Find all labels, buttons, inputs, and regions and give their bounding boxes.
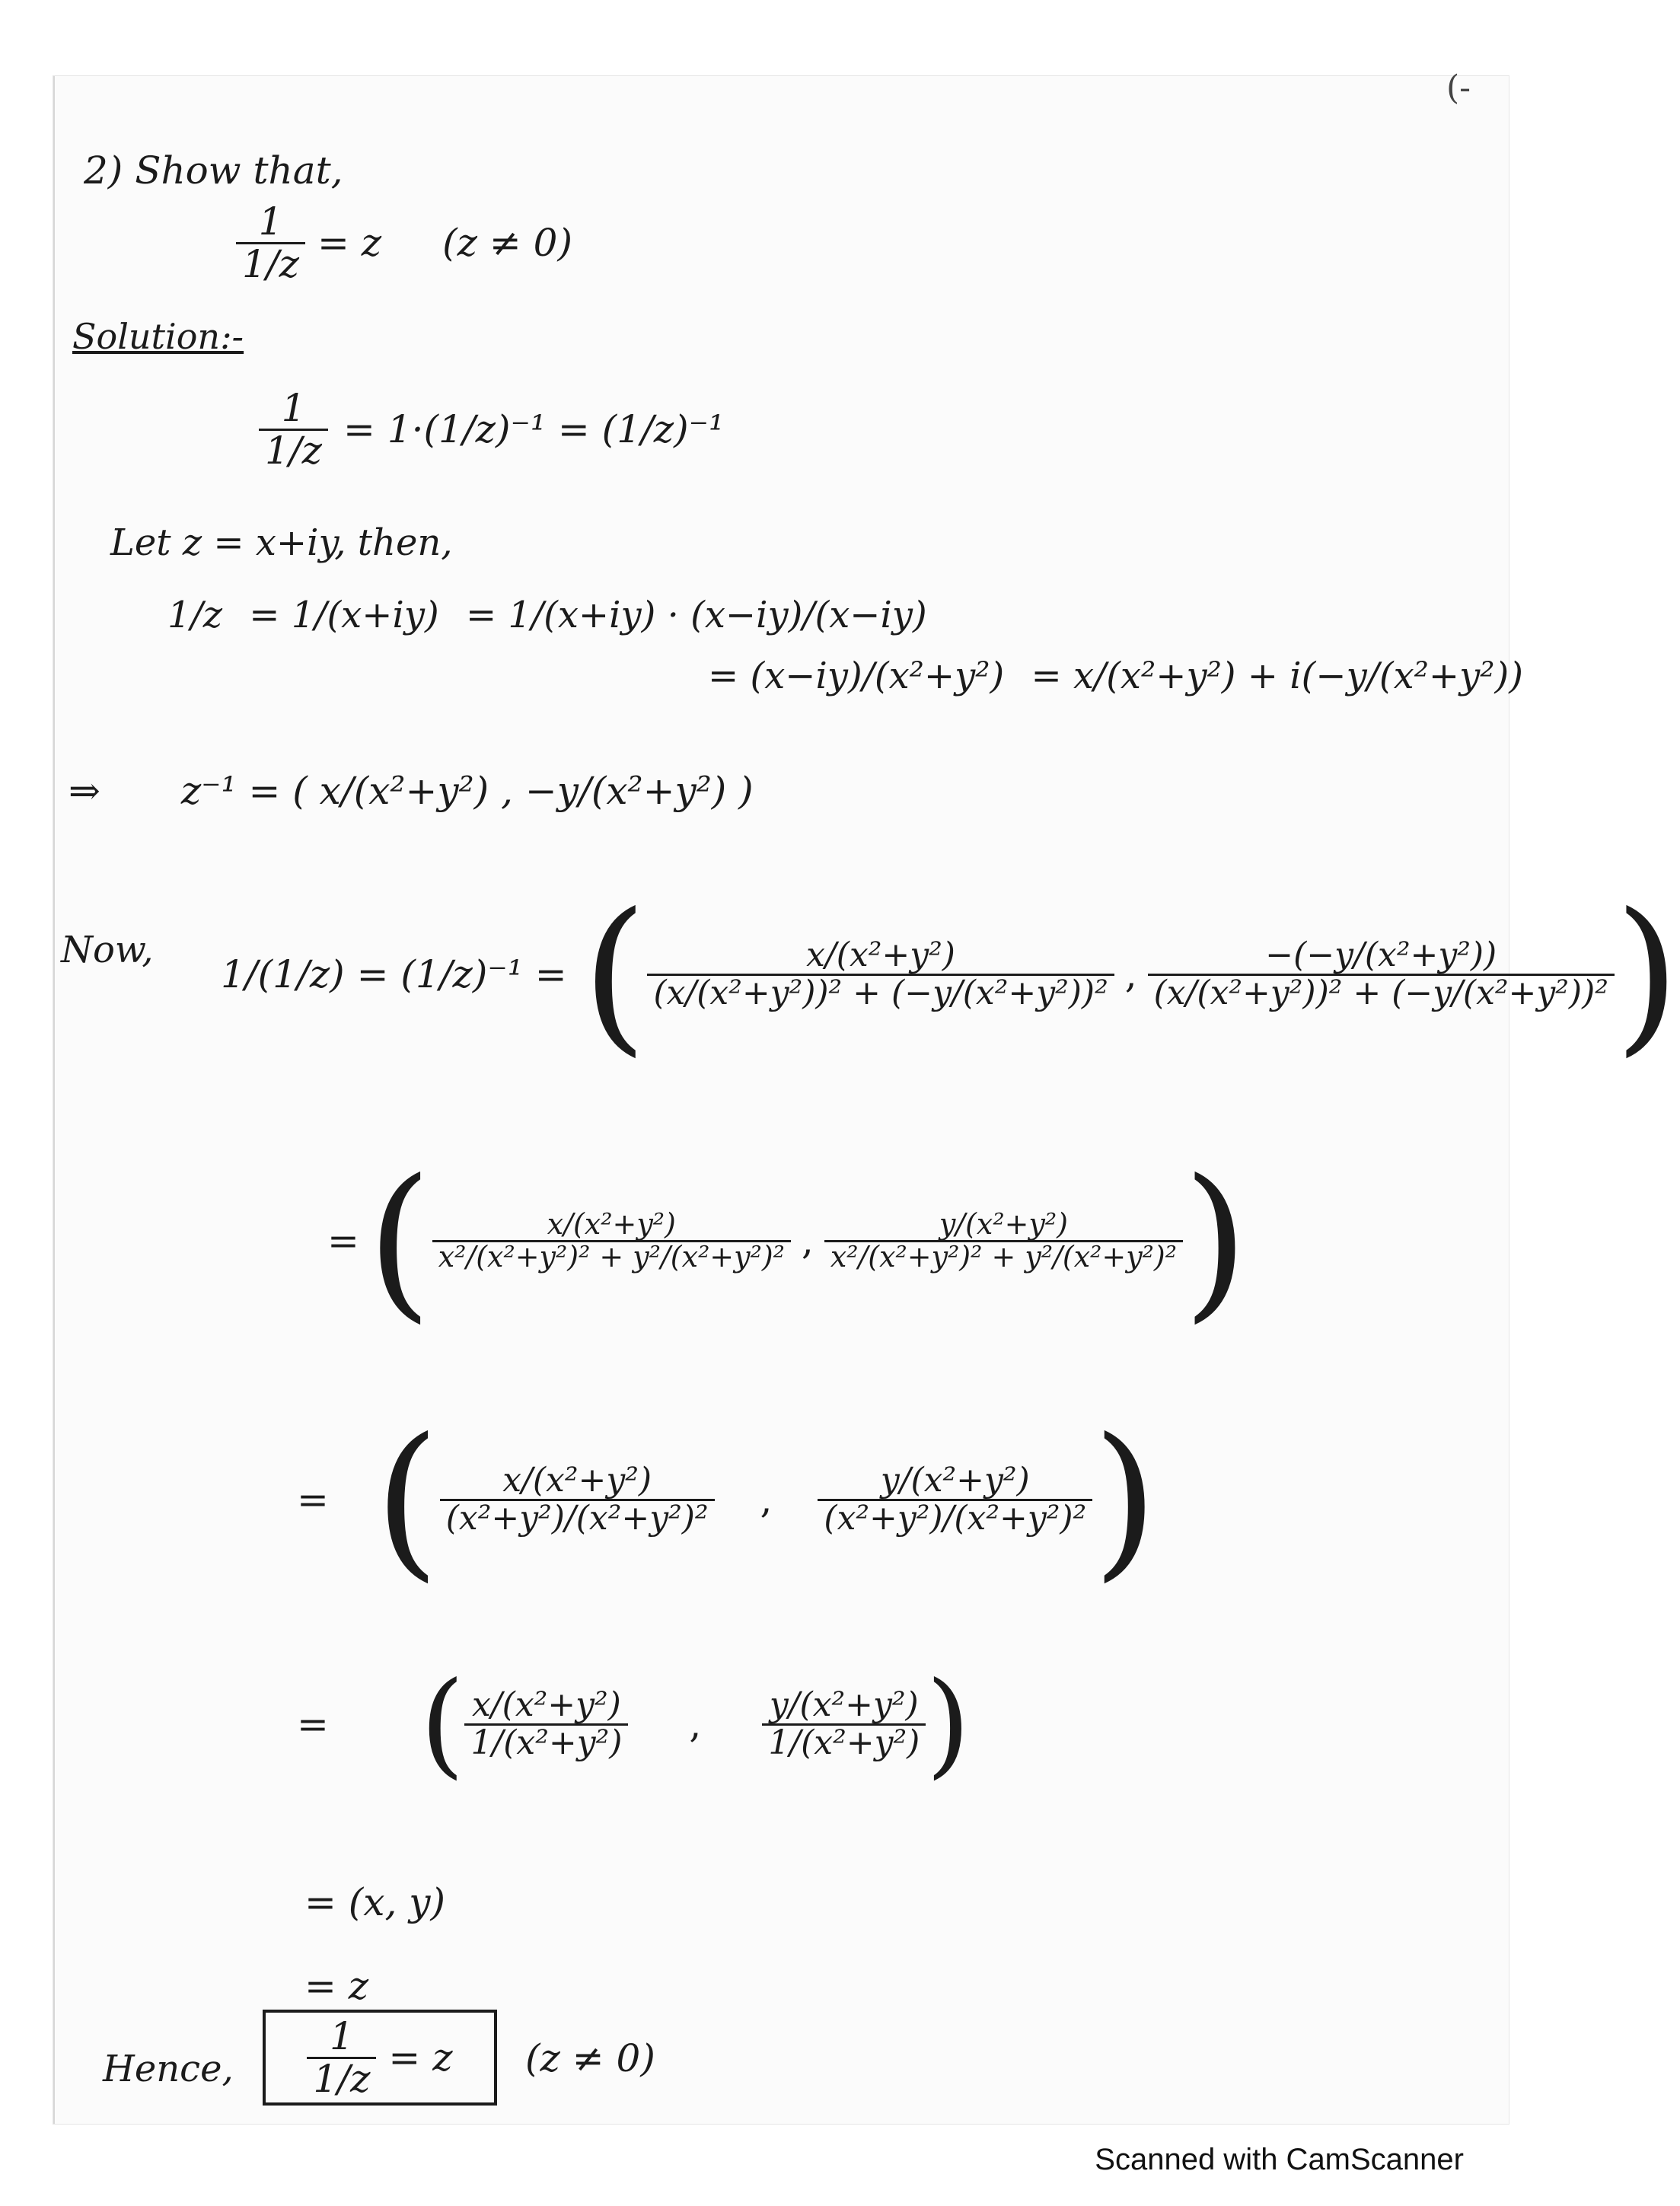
step2-continued bbox=[708, 655, 1523, 697]
now-label: Now, bbox=[61, 929, 154, 971]
step5 bbox=[327, 1143, 1248, 1338]
result-fraction bbox=[307, 2016, 376, 2099]
step5-first-component bbox=[432, 1207, 791, 1274]
statement-rhs: = z bbox=[317, 221, 382, 265]
step1-lhs bbox=[259, 386, 328, 473]
paper-sheet bbox=[53, 76, 1509, 2124]
result-rhs: = z bbox=[388, 2035, 453, 2080]
result-num: 1 bbox=[330, 2014, 354, 2058]
statement-num: 1 bbox=[258, 199, 283, 244]
step3 bbox=[69, 769, 754, 813]
step5-close-paren: ) bbox=[1182, 1143, 1248, 1338]
margin-line bbox=[53, 76, 55, 2124]
step4-first-component bbox=[647, 938, 1114, 1010]
step6-first-num: x/(x²+y²) bbox=[502, 1461, 652, 1500]
step6-first-den: (x²+y²)/(x²+y²)² bbox=[440, 1499, 715, 1536]
step5-first-den: x²/(x²+y²)² + y²/(x²+y²)² bbox=[432, 1240, 791, 1273]
step7-first-den: 1/(x²+y²) bbox=[464, 1723, 628, 1761]
step6 bbox=[297, 1402, 1159, 1597]
step7-comma: , bbox=[689, 1702, 702, 1746]
step5-comma: , bbox=[801, 1219, 814, 1263]
solution-label: Solution:- bbox=[72, 316, 244, 357]
step6-second-component bbox=[818, 1461, 1092, 1538]
step3-text: z⁻¹ = ( x/(x²+y²) , −y/(x²+y²) ) bbox=[180, 769, 754, 813]
step4-second-component bbox=[1148, 938, 1615, 1010]
step1-lhs-num: 1 bbox=[281, 386, 306, 430]
boxed-result bbox=[263, 2010, 497, 2106]
step4-first-num: x/(x²+y²) bbox=[806, 936, 955, 975]
page-corner-mark: (‑ bbox=[1446, 69, 1471, 107]
statement-condition: (z ≠ 0) bbox=[442, 221, 572, 265]
result-den: 1/z bbox=[307, 2057, 376, 2099]
step5-eq: = bbox=[327, 1219, 359, 1263]
problem-heading: 2) Show that, bbox=[84, 148, 343, 193]
step1-lhs-den: 1/z bbox=[259, 429, 328, 471]
step7-open-paren: ( bbox=[419, 1658, 465, 1790]
step4 bbox=[221, 877, 1680, 1072]
step6-open-paren: ( bbox=[374, 1402, 440, 1597]
step2-lhs: 1/z bbox=[167, 594, 222, 636]
step2-a: = 1/(x+iy) bbox=[249, 594, 439, 636]
step6-eq: = bbox=[297, 1478, 329, 1522]
step6-first-component bbox=[440, 1461, 715, 1538]
step7-first-component bbox=[464, 1685, 628, 1762]
step5-second-num: y/(x²+y²) bbox=[939, 1207, 1068, 1241]
step9: = z bbox=[304, 1964, 369, 2008]
step4-lhs: 1/(1/z) = (1/z)⁻¹ = bbox=[221, 952, 567, 996]
step7-first-num: x/(x²+y²) bbox=[472, 1685, 621, 1725]
step7-eq: = bbox=[297, 1702, 329, 1746]
scanner-watermark: Scanned with CamScanner bbox=[1095, 2143, 1464, 2176]
step4-first-den: (x/(x²+y²))² + (−y/(x²+y²))² bbox=[647, 974, 1114, 1011]
problem-statement bbox=[236, 199, 572, 286]
step2 bbox=[167, 594, 927, 636]
step6-close-paren: ) bbox=[1092, 1402, 1159, 1597]
step7-second-den: 1/(x²+y²) bbox=[762, 1723, 926, 1761]
implies-arrow: ⇒ bbox=[69, 769, 100, 813]
step6-comma: , bbox=[760, 1478, 773, 1522]
step5-open-paren: ( bbox=[366, 1143, 432, 1338]
step4-comma: , bbox=[1124, 952, 1137, 996]
let-line: Let z = x+iy, then, bbox=[110, 521, 453, 564]
statement-den: 1/z bbox=[236, 242, 305, 285]
step1-rhs: = 1·(1/z)⁻¹ = (1/z)⁻¹ bbox=[343, 407, 725, 451]
step7-second-component bbox=[762, 1685, 926, 1762]
step2-b: = 1/(x+iy) · (x−iy)/(x−iy) bbox=[465, 594, 927, 636]
result-condition: (z ≠ 0) bbox=[525, 2036, 655, 2080]
step5-second-component bbox=[824, 1207, 1183, 1274]
step2-c: = (x−iy)/(x²+y²) bbox=[708, 655, 1005, 697]
step4-close-paren: ) bbox=[1614, 877, 1680, 1072]
step6-second-num: y/(x²+y²) bbox=[880, 1461, 1030, 1500]
statement-fraction bbox=[236, 199, 305, 286]
step1 bbox=[259, 386, 725, 473]
step6-second-den: (x²+y²)/(x²+y²)² bbox=[818, 1499, 1092, 1536]
step7 bbox=[297, 1658, 971, 1790]
step2-d: = x/(x²+y²) + i(−y/(x²+y²)) bbox=[1031, 655, 1523, 697]
step5-second-den: x²/(x²+y²)² + y²/(x²+y²)² bbox=[824, 1240, 1183, 1273]
step4-second-num: −(−y/(x²+y²)) bbox=[1265, 936, 1497, 975]
step4-open-paren: ( bbox=[582, 877, 648, 1072]
step7-close-paren: ) bbox=[926, 1658, 971, 1790]
step8: = (x, y) bbox=[304, 1880, 446, 1924]
hence-label: Hence, bbox=[103, 2048, 234, 2090]
step4-second-den: (x/(x²+y²))² + (−y/(x²+y²))² bbox=[1148, 974, 1615, 1011]
step7-second-num: y/(x²+y²) bbox=[769, 1685, 919, 1725]
step5-first-num: x/(x²+y²) bbox=[547, 1207, 676, 1241]
